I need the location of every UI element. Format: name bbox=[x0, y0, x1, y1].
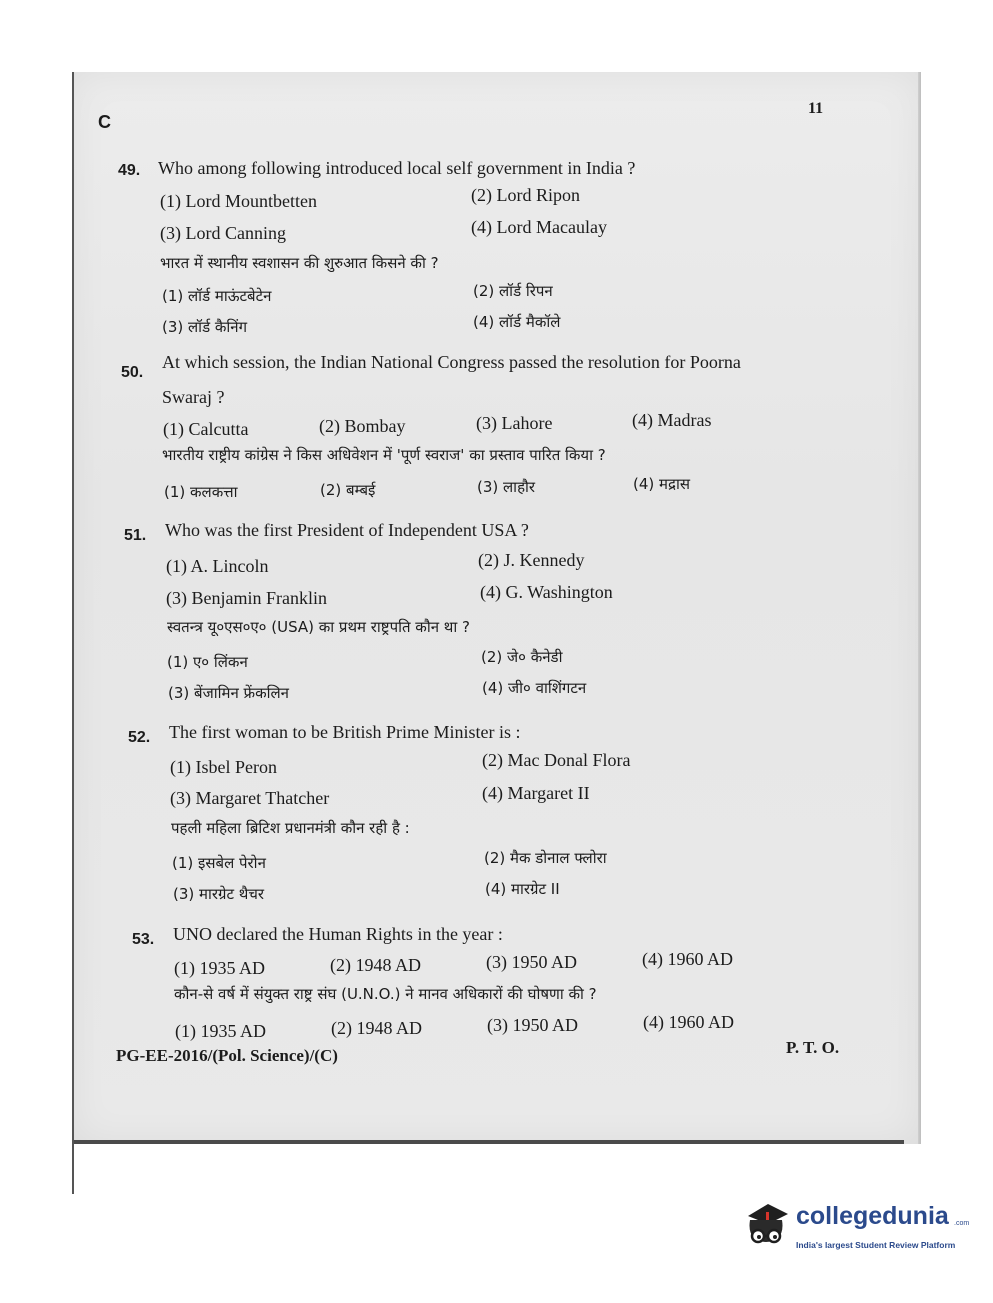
option-4-hindi: (4) मद्रास bbox=[633, 475, 690, 493]
logo-tagline: India's largest Student Review Platform bbox=[796, 1240, 956, 1250]
option-2: (2) 1948 AD bbox=[330, 955, 421, 975]
question-text-hindi: कौन-से वर्ष में संयुक्त राष्ट्र संघ (U.N.O.) ने मानव अधिकारों की घोषणा की ? bbox=[174, 985, 597, 1003]
option-4-hindi: (4) लॉर्ड मैकॉले bbox=[473, 313, 561, 331]
page-edge-bottom bbox=[74, 1140, 904, 1144]
option-4-hindi: (4) जी० वाशिंगटन bbox=[482, 679, 587, 697]
option-4-hindi: (4) 1960 AD bbox=[643, 1012, 734, 1032]
logo-tld: .com bbox=[954, 1220, 970, 1227]
option-3: (3) Lord Canning bbox=[160, 223, 286, 243]
option-3: (3) Benjamin Franklin bbox=[166, 588, 327, 608]
option-1: (1) Isbel Peron bbox=[170, 757, 277, 777]
option-4: (4) Madras bbox=[632, 410, 712, 430]
option-1-hindi: (1) लॉर्ड माऊंटबेटेन bbox=[162, 287, 272, 305]
question-text-hindi: स्वतन्त्र यू०एस०ए० (USA) का प्रथम राष्ट्रपति कौन था ? bbox=[167, 618, 470, 636]
option-4-hindi: (4) मारग्रेट II bbox=[485, 880, 560, 898]
option-3-hindi: (3) लॉर्ड कैनिंग bbox=[162, 318, 248, 336]
option-2: (2) Bombay bbox=[319, 416, 406, 436]
question-number: 51. bbox=[124, 527, 147, 544]
paper-code: PG-EE-2016/(Pol. Science)/(C) bbox=[116, 1046, 338, 1065]
question-number: 52. bbox=[128, 729, 151, 746]
question-text: Who was the first President of Independent USA ? bbox=[165, 520, 529, 540]
option-2: (2) J. Kennedy bbox=[478, 550, 585, 570]
option-4: (4) G. Washington bbox=[480, 582, 613, 602]
option-3: (3) Margaret Thatcher bbox=[170, 788, 330, 808]
question-text: The first woman to be British Prime Minister is : bbox=[169, 722, 521, 742]
question-text: Who among following introduced local self government in India ? bbox=[158, 158, 636, 178]
option-4: (4) Lord Macaulay bbox=[471, 217, 607, 237]
option-1: (1) A. Lincoln bbox=[166, 556, 269, 576]
option-3-hindi: (3) बेंजामिन फ्रेंकलिन bbox=[168, 684, 290, 702]
question-text-hindi: भारतीय राष्ट्रीय कांग्रेस ने किस अधिवेशन में 'पूर्ण स्वराज' का प्रस्ताव पारित किया ? bbox=[162, 446, 606, 464]
option-4: (4) Margaret II bbox=[482, 783, 590, 803]
option-2-hindi: (2) मैक डोनाल फ्लोरा bbox=[484, 849, 607, 867]
option-4: (4) 1960 AD bbox=[642, 949, 733, 969]
option-3: (3) Lahore bbox=[476, 413, 553, 433]
option-1-hindi: (1) कलकत्ता bbox=[164, 483, 238, 501]
option-1: (1) Lord Mountbetten bbox=[160, 191, 317, 211]
option-2-hindi: (2) लॉर्ड रिपन bbox=[473, 282, 553, 300]
pto-label: P. T. O. bbox=[786, 1038, 840, 1057]
option-2: (2) Mac Donal Flora bbox=[482, 750, 631, 770]
option-1-hindi: (1) इसबेल पेरोन bbox=[172, 854, 266, 872]
option-2-hindi: (2) बम्बई bbox=[320, 481, 376, 499]
option-3-hindi: (3) लाहौर bbox=[477, 478, 536, 496]
question-number: 50. bbox=[121, 364, 144, 381]
logo-mascot-icon bbox=[738, 1198, 794, 1254]
option-3: (3) 1950 AD bbox=[486, 952, 577, 972]
option-1-hindi: (1) ए० लिंकन bbox=[167, 653, 248, 671]
question-text-hindi: पहली महिला ब्रिटिश प्रधानमंत्री कौन रही है : bbox=[171, 819, 410, 837]
logo-brand-name: collegedunia bbox=[796, 1202, 949, 1230]
option-2-hindi: (2) 1948 AD bbox=[331, 1018, 422, 1038]
page-edge-left bbox=[72, 72, 74, 1194]
question-text: UNO declared the Human Rights in the year : bbox=[173, 924, 503, 944]
page-number: 11 bbox=[808, 100, 824, 117]
question-text-line-1: At which session, the Indian National Congress passed the resolution for Poorna bbox=[162, 352, 741, 372]
question-number: 53. bbox=[132, 931, 155, 948]
option-3-hindi: (3) मारग्रेट थैचर bbox=[173, 885, 265, 903]
page-edge-right bbox=[918, 72, 921, 1144]
option-1-hindi: (1) 1935 AD bbox=[175, 1021, 266, 1041]
option-2-hindi: (2) जे० कैनेडी bbox=[481, 648, 563, 666]
option-1: (1) Calcutta bbox=[163, 419, 249, 439]
option-2: (2) Lord Ripon bbox=[471, 185, 580, 205]
collegedunia-logo bbox=[738, 1198, 970, 1256]
question-text-line-2: Swaraj ? bbox=[162, 387, 225, 407]
option-3-hindi: (3) 1950 AD bbox=[487, 1015, 578, 1035]
question-set-letter: C bbox=[98, 112, 111, 132]
option-1: (1) 1935 AD bbox=[174, 958, 265, 978]
question-text-hindi: भारत में स्थानीय स्वशासन की शुरुआत किसने की ? bbox=[160, 254, 439, 272]
question-number: 49. bbox=[118, 162, 141, 179]
